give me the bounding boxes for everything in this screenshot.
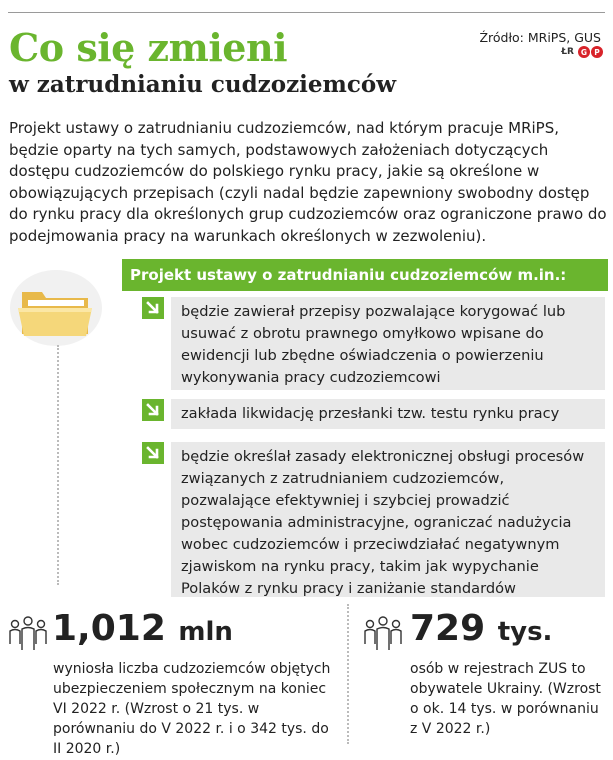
list-item-text: będzie określał zasady elektronicznej obsługi procesów związanych z zatrudnianiem cudzoziemców, pozwalające efektywniej i szybciej prowadzić postępowania administracyjne, ograniczać nadużycia wobec cudzoziemców i przeciwdziałać negatywnym zjawiskom na rynku pracy, takim jak wypychanie Polaków z rynku pracy i zaniżanie standardów [171,442,605,597]
stats-divider [347,604,349,744]
stat-number: 729 [410,608,486,649]
folder-icon [8,268,104,348]
publisher-logo: G P [578,46,603,58]
list-item-text: będzie zawierał przepisy pozwalające korygować lub usuwać z obrotu prawnego omyłkowo wpisane do ewidencji lub zbędne oświadczenia o powierzeniu wykonywania pracy cudzoziemcowi [171,297,605,390]
source-label: Źródło: MRiPS, GUS [479,30,601,45]
stat-description: wyniosła liczba cudzoziemców objętych ubezpieczeniem społecznym na koniec VI 2022 r. (Wzrost o 21 tys. w porównaniu do V 2022 r. i o 342 tys. do II 2020 r.) [53,661,331,757]
people-group-icon [8,614,48,658]
arrow-down-right-icon [142,399,164,421]
intro-paragraph: Projekt ustawy o zatrudnianiu cudzoziemców, nad którym pracuje MRiPS, będzie oparty na tych samych, podstawowych założeniach dotyczących dostępu cudzoziemców do polskiego rynku pracy, jakie są określone w obowiązujących przepisach (czyli nadal będzie zapewniony swobodny dostęp do rynku pracy dla określonych grup cudzoziemców oraz ograniczone prawo do podejmowania pracy na warunkach określonych w zezwoleniu). [9,119,607,245]
page-subtitle: w zatrudnianiu cudzoziemców [9,71,396,98]
people-group-icon [363,614,403,658]
stat-value [52,609,233,652]
author-initials: ŁR [561,47,574,57]
page-title: Co się zmieni [9,25,288,70]
arrow-down-right-icon [142,297,164,319]
stat-value [410,609,552,652]
folder-connector [57,345,59,585]
stat-unit: tys. [497,617,553,647]
arrow-down-right-icon [142,442,164,464]
stat-number: 1,012 [52,608,166,649]
list-item-text: zakłada likwidację przesłanki tzw. testu rynku pracy [171,399,605,429]
credit [561,46,603,58]
box-heading: Projekt ustawy o zatrudnianiu cudzoziemców m.in.: [122,259,608,291]
stat-description: osób w rejestrach ZUS to obywatele Ukrainy. (Wzrost o ok. 14 tys. w porównaniu z V 2022 r.) [410,661,601,737]
stat-unit: mln [178,617,233,647]
top-rule [8,12,605,13]
